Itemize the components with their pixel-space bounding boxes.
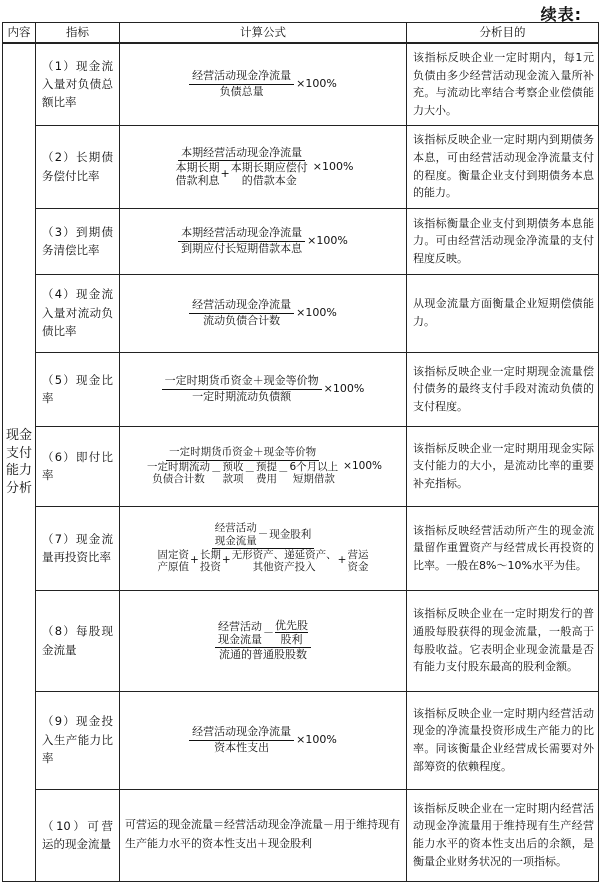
formula-cell: $\frac{\text{经营活动现金净流量}}{\text{流动负债合计数}}$ ×100%: [120, 274, 407, 352]
fraction: $\frac{\text{本期经营活动现金净流量}}{\text{到期应付长短期借款本息}}$: [178, 226, 305, 256]
fraction: $\frac{\text{经营活动现金净流量}}{\text{负债总量}}$: [189, 69, 294, 99]
table-row: [3, 426, 599, 506]
formula-cell: $\frac{\text{一定时期货币资金＋现金等价物}}{\text{一定时期流动负债额}}$ ×100%: [120, 352, 407, 426]
analysis-table: [2, 22, 599, 882]
category-cell: 现金支付能力分析: [3, 43, 36, 881]
indicator-cell: （2）长期债务偿付比率: [36, 125, 120, 208]
indicator-cell: （1）现金流入量对负债总额比率: [36, 43, 120, 125]
table-row: [3, 590, 599, 691]
indicator-cell: （10）可营运的现金流量: [36, 789, 120, 881]
purpose-cell: 该指标反映企业在一定时期内经营活动现金净流量用于维持现有生产经营能力水平的资本性支出后的余额，是衡量企业财务状况的一项指标。: [407, 789, 599, 881]
header-indicator: 指标: [36, 23, 120, 44]
header-content: 内容: [3, 23, 36, 44]
purpose-cell: 该指标反映企业一定时期内经营活动现金的净流量投资形成生产能力的比率。同该衡量企业经营成长需要对外部筹资的依赖程度。: [407, 691, 599, 789]
indicator-cell: （8）每股现金流量: [36, 590, 120, 691]
formula-cell: 一定时期货币资金＋现金等价物 一定时期流动 负债合计数 － 预收 款项 － 预提 费用 － 6个月以上 短期借款 ×100%: [120, 426, 407, 506]
table-row: [3, 352, 599, 426]
purpose-cell: 该指标反映企业一定时期内到期债务本息，可由经营活动现金净流量支付的程度。衡量企业支付到期债务本息的能力。: [407, 125, 599, 208]
indicator-cell: （4）现金流入量对流动负债比率: [36, 274, 120, 352]
formula-cell: 可营运的现金流量＝经营活动现金净流量－用于维持现有生产能力水平的资本性支出＋现金股利: [120, 789, 407, 881]
purpose-cell: 该指标反映企业一定时期内，每1元负债由多少经营活动现金流入量所补充。与流动比率结合考察企业偿债能力大小。: [407, 43, 599, 125]
header-row: [3, 23, 599, 44]
purpose-cell: 该指标反映企业一定时期用现金实际支付能力的大小，是流动比率的重要补充指标。: [407, 426, 599, 506]
purpose-cell: 该指标反映经营活动所产生的现金流量留作重置资产与经营成长再投资的比率。一般在8%～10%水平为佳。: [407, 506, 599, 590]
header-formula: 计算公式: [120, 23, 407, 44]
purpose-cell: 该指标反映企业一定时期现金流量偿付债务的最终支付手段对流动负债的支付程度。: [407, 352, 599, 426]
indicator-cell: （7）现金流量再投资比率: [36, 506, 120, 590]
continued-label: 续表:: [540, 5, 582, 24]
indicator-cell: （9）现金投入生产能力比率: [36, 691, 120, 789]
indicator-cell: （5）现金比率: [36, 352, 120, 426]
formula-cell: [120, 590, 407, 691]
fraction: 经营活动 现金流量 － 优先股 股利 流通的普通股股数: [215, 619, 311, 662]
fraction: $\frac{\text{一定时期货币资金＋现金等价物}}{\text{一定时期流动负债额}}$: [162, 374, 322, 404]
purpose-cell: 从现金流量方面衡量企业短期偿债能力。: [407, 274, 599, 352]
table-row: [3, 691, 599, 789]
table-row: [3, 125, 599, 208]
formula-cell: $\frac{\text{本期经营活动现金净流量}}{\text{到期应付长短期借款本息}}$ ×100%: [120, 208, 407, 274]
header-purpose: 分析目的: [407, 23, 599, 44]
table-row: [3, 506, 599, 590]
fraction: 本期经营活动现金净流量 本期长期 借款利息 + 本期长期应偿付 的借款本金: [175, 145, 308, 188]
purpose-cell: 该指标反映企业在一定时期发行的普通股每股获得的现金流量，一般高于每股收益。它表明企业现金流量是否有能力支付股东最高的股利金额。: [407, 590, 599, 691]
formula-cell: $\frac{\text{经营活动现金净流量}}{\text{资本性支出}}$ ×100%: [120, 691, 407, 789]
fraction: 经营活动 现金流量 －现金股利 固定资 产原值 + 长期 投资 + 无形资产、递延资产、 其他资产投入 + 营运 资金: [157, 522, 369, 574]
indicator-cell: （6）即付比率: [36, 426, 120, 506]
table-row: [3, 208, 599, 274]
fraction: $\frac{\text{经营活动现金净流量}}{\text{流动负债合计数}}$: [189, 298, 294, 328]
table-row: [3, 274, 599, 352]
formula-cell: [120, 506, 407, 590]
fraction: $\frac{\text{经营活动现金净流量}}{\text{资本性支出}}$: [189, 725, 294, 755]
indicator-cell: （3）到期债务清偿比率: [36, 208, 120, 274]
purpose-cell: 该指标衡量企业支付到期债务本息能力。可由经营活动现金净流量的支付程度反映。: [407, 208, 599, 274]
table-row: [3, 789, 599, 881]
table-row: [3, 43, 599, 125]
formula-cell: $\frac{\text{经营活动现金净流量}}{\text{负债总量}}$ ×100%: [120, 43, 407, 125]
fraction: 一定时期货币资金＋现金等价物 一定时期流动 负债合计数 － 预收 款项 － 预提 费用 － 6个月以上 短期借款: [146, 446, 339, 486]
formula-cell: 本期经营活动现金净流量 本期长期 借款利息 + 本期长期应偿付 的借款本金 ×100%: [120, 125, 407, 208]
